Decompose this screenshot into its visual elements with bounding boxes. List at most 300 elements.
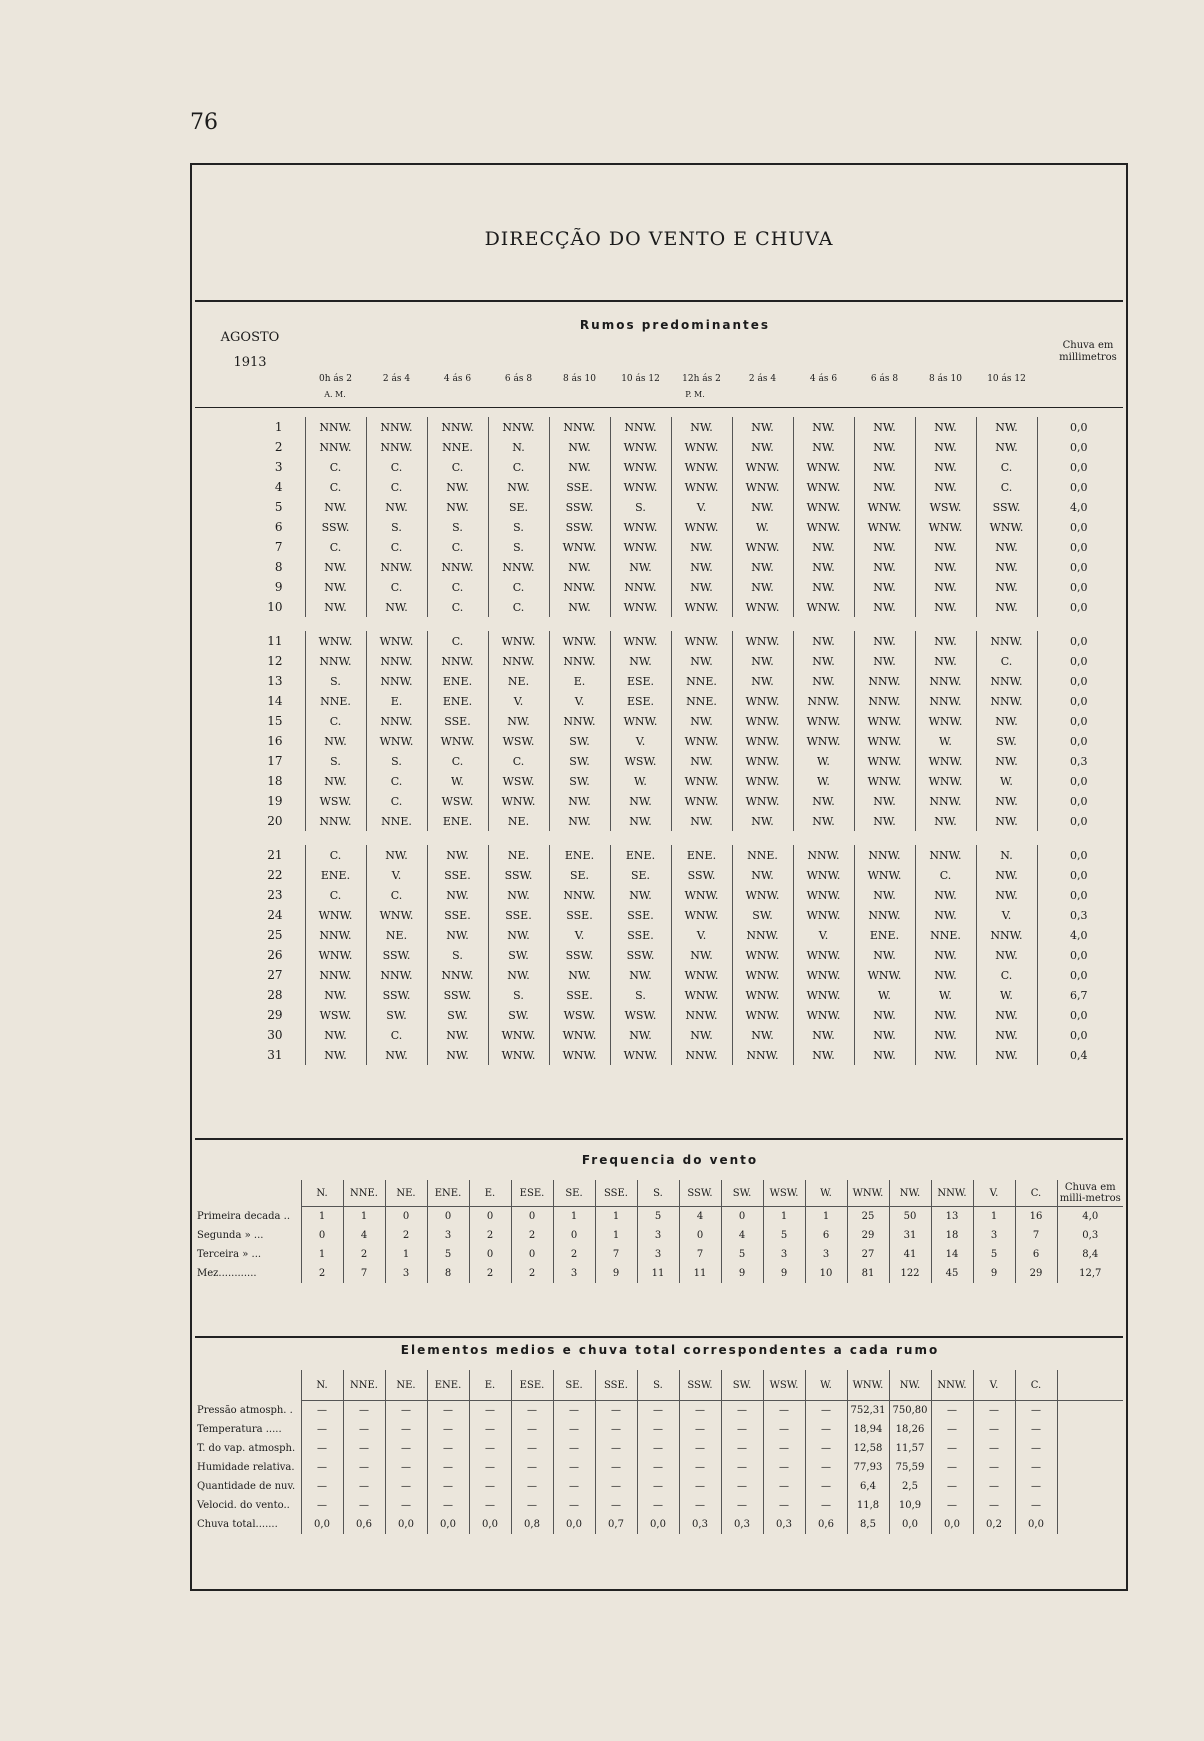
- wind-direction-cell: NNW.: [366, 671, 427, 691]
- group-header: Rumos predominantes: [579, 318, 771, 332]
- wind-direction-cell: WSW.: [610, 1005, 671, 1025]
- wind-direction-cell: WNW.: [854, 731, 915, 751]
- element-cell: —: [721, 1458, 763, 1477]
- wind-direction-cell: WNW.: [671, 517, 732, 537]
- frequency-cell: 10: [805, 1264, 847, 1283]
- element-cell: —: [595, 1477, 637, 1496]
- spacer-cell: [1057, 1439, 1123, 1458]
- frequency-cell: 29: [847, 1226, 889, 1245]
- time-slot-header: 0h ás 2: [319, 374, 352, 384]
- wind-direction-cell: NNW.: [366, 417, 427, 437]
- rain-cell: 4,0: [1037, 497, 1120, 517]
- day-number: 22: [267, 868, 283, 882]
- wind-direction-cell: NW.: [610, 791, 671, 811]
- wind-direction-cell: WNW.: [732, 985, 793, 1005]
- divider: [195, 1336, 1123, 1338]
- wind-direction-cell: NNW.: [854, 845, 915, 865]
- frequency-cell: 2: [301, 1264, 343, 1283]
- wind-direction-cell: NW.: [305, 557, 366, 577]
- wind-direction-cell: NW.: [671, 557, 732, 577]
- element-cell: —: [469, 1477, 511, 1496]
- wind-direction-cell: NW.: [854, 537, 915, 557]
- frequency-cell: 6: [805, 1226, 847, 1245]
- wind-direction-cell: WNW.: [610, 517, 671, 537]
- wind-direction-cell: SSE.: [549, 477, 610, 497]
- wind-direction-cell: WNW.: [793, 711, 854, 731]
- element-cell: —: [301, 1458, 343, 1477]
- time-slot-header: 2 ás 4: [382, 374, 411, 384]
- element-cell: —: [469, 1496, 511, 1515]
- wind-direction-cell: WNW.: [488, 1045, 549, 1065]
- element-cell: 6,4: [847, 1477, 889, 1496]
- wind-direction-cell: NNE.: [427, 437, 488, 457]
- wind-direction-cell: SW.: [732, 905, 793, 925]
- wind-direction-cell: NNW.: [305, 651, 366, 671]
- wind-direction-cell: SSW.: [488, 865, 549, 885]
- wind-direction-cell: NW.: [427, 497, 488, 517]
- element-cell: —: [385, 1458, 427, 1477]
- day-number: 12: [267, 654, 283, 668]
- table-row: [200, 925, 1120, 945]
- rain-cell: 0,3: [1037, 751, 1120, 771]
- table-row: [200, 597, 1120, 617]
- frequency-cell: 9: [595, 1264, 637, 1283]
- wind-direction-cell: NW.: [427, 477, 488, 497]
- wind-direction-cell: NW.: [915, 631, 976, 651]
- wind-direction-cell: C.: [427, 457, 488, 477]
- wind-direction-cell: C.: [427, 537, 488, 557]
- frequency-cell: 0: [385, 1207, 427, 1227]
- element-cell: —: [721, 1420, 763, 1439]
- wind-direction-cell: WNW.: [854, 497, 915, 517]
- element-cell: 0,0: [889, 1515, 931, 1534]
- wind-direction-cell: WSW.: [915, 497, 976, 517]
- wind-direction-cell: NW.: [366, 597, 427, 617]
- frequency-cell: 7: [595, 1245, 637, 1264]
- wind-direction-cell: N.: [488, 437, 549, 457]
- wind-direction-cell: NNW.: [854, 691, 915, 711]
- wind-direction-cell: NNW.: [549, 885, 610, 905]
- wind-direction-cell: W.: [427, 771, 488, 791]
- wind-direction-cell: WNW.: [305, 905, 366, 925]
- element-cell: —: [595, 1496, 637, 1515]
- frequency-cell: 5: [721, 1245, 763, 1264]
- wind-direction-cell: NW.: [915, 885, 976, 905]
- element-cell: —: [679, 1458, 721, 1477]
- wind-direction-cell: W.: [793, 751, 854, 771]
- element-cell: 0,6: [343, 1515, 385, 1534]
- table-row: [200, 671, 1120, 691]
- decade-gap: [200, 617, 1120, 631]
- wind-direction-cell: S.: [305, 751, 366, 771]
- wind-direction-cell: NW.: [854, 1045, 915, 1065]
- table-row: [195, 1245, 1123, 1264]
- wind-direction-cell: NW.: [732, 865, 793, 885]
- frequency-cell: 0: [427, 1207, 469, 1227]
- wind-direction-cell: NNW.: [793, 691, 854, 711]
- row-label: Chuva total.......: [197, 1519, 278, 1530]
- wind-direction-cell: WNW.: [915, 751, 976, 771]
- day-number: 26: [267, 948, 283, 962]
- wind-direction-cell: NW.: [915, 597, 976, 617]
- wind-direction-cell: NNW.: [305, 417, 366, 437]
- element-cell: —: [763, 1458, 805, 1477]
- element-cell: —: [679, 1401, 721, 1421]
- table-row: [200, 711, 1120, 731]
- wind-direction-cell: NNW.: [366, 965, 427, 985]
- element-cell: —: [553, 1458, 595, 1477]
- wind-direction-cell: NW.: [854, 597, 915, 617]
- frequency-cell: 3: [637, 1226, 679, 1245]
- column-header: NNE.: [343, 1370, 385, 1401]
- wind-direction-cell: NW.: [610, 651, 671, 671]
- element-cell: 8,5: [847, 1515, 889, 1534]
- frequency-cell: 1: [385, 1245, 427, 1264]
- wind-direction-cell: NW.: [915, 811, 976, 831]
- column-header: N.: [301, 1370, 343, 1401]
- wind-direction-cell: V.: [488, 691, 549, 711]
- wind-direction-cell: NW.: [488, 885, 549, 905]
- wind-direction-cell: NE.: [488, 671, 549, 691]
- table-row: [200, 517, 1120, 537]
- wind-direction-cell: NW.: [854, 477, 915, 497]
- day-number: 30: [267, 1028, 283, 1042]
- wind-direction-cell: C.: [488, 751, 549, 771]
- wind-direction-cell: SE.: [488, 497, 549, 517]
- day-number: 25: [267, 928, 283, 942]
- element-cell: —: [553, 1496, 595, 1515]
- wind-direction-cell: NNW.: [610, 417, 671, 437]
- rain-cell: 0,3: [1057, 1226, 1123, 1245]
- rain-cell: 0,0: [1037, 597, 1120, 617]
- wind-direction-cell: NW.: [793, 671, 854, 691]
- table-row: [200, 1005, 1120, 1025]
- wind-direction-cell: NW.: [854, 417, 915, 437]
- frequency-cell: 0: [469, 1207, 511, 1227]
- wind-direction-cell: NW.: [976, 1005, 1037, 1025]
- frequency-cell: 1: [343, 1207, 385, 1227]
- wind-direction-cell: WNW.: [793, 517, 854, 537]
- wind-direction-cell: C.: [976, 965, 1037, 985]
- table-row: [200, 751, 1120, 771]
- column-header: SW.: [721, 1370, 763, 1401]
- wind-direction-cell: SW.: [427, 1005, 488, 1025]
- frequency-cell: 41: [889, 1245, 931, 1264]
- wind-direction-cell: NNW.: [488, 557, 549, 577]
- day-number: 24: [267, 908, 283, 922]
- wind-direction-cell: WNW.: [366, 731, 427, 751]
- divider: [195, 407, 1123, 408]
- wind-direction-cell: NW.: [793, 577, 854, 597]
- wind-direction-cell: WNW.: [854, 517, 915, 537]
- wind-direction-cell: S.: [366, 517, 427, 537]
- spacer-cell: [1057, 1477, 1123, 1496]
- wind-direction-cell: NW.: [732, 811, 793, 831]
- element-cell: 18,26: [889, 1420, 931, 1439]
- wind-direction-cell: C.: [427, 631, 488, 651]
- time-slot-header: 6 ás 8: [870, 374, 899, 384]
- rain-cell: 0,0: [1037, 417, 1120, 437]
- element-cell: —: [763, 1401, 805, 1421]
- wind-direction-cell: WNW.: [610, 597, 671, 617]
- element-cell: 0,0: [637, 1515, 679, 1534]
- element-cell: —: [1015, 1496, 1057, 1515]
- wind-direction-cell: SSE.: [427, 711, 488, 731]
- element-cell: —: [637, 1420, 679, 1439]
- wind-direction-cell: SW.: [549, 731, 610, 751]
- wind-direction-cell: NW.: [427, 885, 488, 905]
- wind-direction-cell: C.: [305, 845, 366, 865]
- wind-direction-cell: NW.: [305, 1025, 366, 1045]
- wind-direction-cell: NW.: [427, 1045, 488, 1065]
- table-row: [195, 1264, 1123, 1283]
- rain-cell: 0,3: [1037, 905, 1120, 925]
- wind-direction-cell: WSW.: [488, 731, 549, 751]
- column-header: E.: [469, 1180, 511, 1207]
- row-label: Temperatura .....: [197, 1424, 282, 1435]
- wind-direction-cell: SSW.: [549, 497, 610, 517]
- element-cell: 18,94: [847, 1420, 889, 1439]
- frequency-cell: 9: [721, 1264, 763, 1283]
- element-cell: —: [637, 1477, 679, 1496]
- wind-direction-cell: SSE.: [488, 905, 549, 925]
- table-row: [200, 1025, 1120, 1045]
- column-header: W.: [805, 1370, 847, 1401]
- spacer-cell: [1057, 1496, 1123, 1515]
- wind-direction-cell: NW.: [549, 811, 610, 831]
- frequency-cell: 1: [595, 1207, 637, 1227]
- month-label: AGOSTO: [220, 330, 280, 345]
- wind-direction-cell: W.: [976, 985, 1037, 1005]
- wind-direction-cell: NW.: [854, 811, 915, 831]
- element-cell: —: [301, 1420, 343, 1439]
- element-cell: —: [721, 1496, 763, 1515]
- wind-direction-cell: NW.: [366, 845, 427, 865]
- frequency-cell: 7: [679, 1245, 721, 1264]
- element-cell: 0,3: [721, 1515, 763, 1534]
- table-row: [200, 557, 1120, 577]
- element-cell: —: [805, 1401, 847, 1421]
- element-cell: 0,0: [301, 1515, 343, 1534]
- element-cell: —: [595, 1439, 637, 1458]
- element-cell: —: [973, 1496, 1015, 1515]
- wind-direction-cell: NW.: [732, 1025, 793, 1045]
- wind-direction-cell: WNW.: [610, 711, 671, 731]
- element-cell: —: [679, 1496, 721, 1515]
- wind-direction-cell: W.: [976, 771, 1037, 791]
- elements-table: [195, 1370, 1123, 1534]
- element-cell: —: [763, 1496, 805, 1515]
- wind-direction-cell: WNW.: [732, 691, 793, 711]
- wind-direction-cell: NW.: [976, 791, 1037, 811]
- element-cell: —: [973, 1477, 1015, 1496]
- frequency-cell: 3: [805, 1245, 847, 1264]
- header-blank: [195, 1370, 301, 1401]
- wind-direction-cell: WNW.: [915, 517, 976, 537]
- wind-direction-cell: NW.: [305, 985, 366, 1005]
- column-header: C.: [1015, 1180, 1057, 1207]
- wind-direction-cell: NNW.: [427, 417, 488, 437]
- wind-direction-cell: NNW.: [366, 557, 427, 577]
- table-row: [200, 845, 1120, 865]
- rain-cell: 0,0: [1037, 845, 1120, 865]
- column-header: NNW.: [931, 1370, 973, 1401]
- wind-direction-cell: NE.: [488, 811, 549, 831]
- wind-direction-cell: WNW.: [305, 945, 366, 965]
- wind-direction-cell: WNW.: [671, 985, 732, 1005]
- wind-direction-cell: NNW.: [671, 1045, 732, 1065]
- wind-direction-cell: NW.: [976, 811, 1037, 831]
- wind-direction-cell: NW.: [976, 885, 1037, 905]
- frequency-title: Frequencia do vento: [581, 1153, 759, 1167]
- wind-direction-cell: NW.: [854, 791, 915, 811]
- frequency-cell: 11: [637, 1264, 679, 1283]
- time-slot-header: 10 ás 12: [621, 374, 660, 384]
- column-header: NE.: [385, 1180, 427, 1207]
- wind-direction-cell: S.: [427, 517, 488, 537]
- wind-direction-cell: WNW.: [732, 1005, 793, 1025]
- frequency-cell: 31: [889, 1226, 931, 1245]
- column-header: ESE.: [511, 1370, 553, 1401]
- wind-direction-cell: SSE.: [549, 985, 610, 1005]
- element-cell: —: [931, 1496, 973, 1515]
- wind-direction-cell: WNW.: [366, 905, 427, 925]
- element-cell: —: [469, 1420, 511, 1439]
- wind-direction-cell: SW.: [488, 945, 549, 965]
- wind-direction-cell: V.: [793, 925, 854, 945]
- rain-cell: 0,0: [1037, 517, 1120, 537]
- table-row: [200, 457, 1120, 477]
- wind-direction-cell: SSW.: [366, 945, 427, 965]
- wind-direction-cell: WNW.: [915, 771, 976, 791]
- rain-cell: 0,0: [1037, 557, 1120, 577]
- table-row: [200, 905, 1120, 925]
- wind-direction-cell: S.: [488, 985, 549, 1005]
- wind-direction-cell: N.: [976, 845, 1037, 865]
- rain-cell: 0,0: [1037, 731, 1120, 751]
- element-cell: —: [301, 1439, 343, 1458]
- wind-direction-cell: NW.: [793, 631, 854, 651]
- column-header: NNW.: [931, 1180, 973, 1207]
- element-cell: 12,58: [847, 1439, 889, 1458]
- wind-direction-cell: WNW.: [793, 965, 854, 985]
- day-number: 14: [267, 694, 283, 708]
- wind-direction-cell: SSE.: [549, 905, 610, 925]
- wind-direction-cell: NW.: [915, 417, 976, 437]
- time-slot-header: 4 ás 6: [809, 374, 838, 384]
- rain-cell: 0,0: [1037, 811, 1120, 831]
- element-cell: —: [301, 1477, 343, 1496]
- table-row: [200, 791, 1120, 811]
- wind-direction-cell: NNW.: [793, 845, 854, 865]
- element-cell: —: [721, 1477, 763, 1496]
- wind-direction-cell: NW.: [732, 417, 793, 437]
- element-cell: —: [427, 1401, 469, 1421]
- wind-direction-cell: WNW.: [793, 865, 854, 885]
- wind-direction-cell: WNW.: [671, 885, 732, 905]
- element-cell: —: [805, 1458, 847, 1477]
- wind-direction-cell: NW.: [793, 1045, 854, 1065]
- day-number: 18: [267, 774, 283, 788]
- wind-direction-cell: S.: [427, 945, 488, 965]
- rain-cell: 0,0: [1037, 945, 1120, 965]
- element-cell: —: [301, 1401, 343, 1421]
- wind-direction-cell: C.: [976, 651, 1037, 671]
- wind-direction-cell: C.: [366, 537, 427, 557]
- wind-direction-cell: WNW.: [732, 711, 793, 731]
- day-number: 23: [267, 888, 283, 902]
- wind-direction-cell: C.: [427, 577, 488, 597]
- wind-direction-cell: SW.: [549, 751, 610, 771]
- wind-direction-cell: NNW.: [549, 577, 610, 597]
- element-cell: 2,5: [889, 1477, 931, 1496]
- wind-direction-cell: WNW.: [610, 457, 671, 477]
- wind-direction-cell: NNW.: [366, 651, 427, 671]
- column-header: SW.: [721, 1180, 763, 1207]
- wind-direction-cell: C.: [366, 885, 427, 905]
- rain-cell: 0,0: [1037, 885, 1120, 905]
- table-row: [200, 691, 1120, 711]
- wind-direction-cell: WSW.: [305, 791, 366, 811]
- column-header: S.: [637, 1370, 679, 1401]
- wind-direction-cell: NW.: [732, 497, 793, 517]
- wind-direction-cell: ENE.: [427, 691, 488, 711]
- row-label: Velocid. do vento..: [197, 1500, 290, 1511]
- wind-direction-cell: NNW.: [427, 557, 488, 577]
- wind-direction-cell: WNW.: [488, 791, 549, 811]
- element-cell: —: [553, 1420, 595, 1439]
- wind-direction-cell: WNW.: [732, 457, 793, 477]
- wind-direction-cell: WNW.: [854, 865, 915, 885]
- element-cell: 0,7: [595, 1515, 637, 1534]
- element-cell: —: [763, 1420, 805, 1439]
- wind-direction-cell: WNW.: [549, 1025, 610, 1045]
- wind-direction-cell: ENE.: [305, 865, 366, 885]
- wind-direction-cell: WNW.: [854, 711, 915, 731]
- element-cell: —: [385, 1420, 427, 1439]
- element-cell: —: [595, 1401, 637, 1421]
- rain-cell: 0,4: [1037, 1045, 1120, 1065]
- wind-direction-cell: NW.: [793, 791, 854, 811]
- wind-direction-cell: SW.: [488, 1005, 549, 1025]
- wind-direction-cell: E.: [549, 671, 610, 691]
- wind-direction-cell: NW.: [854, 631, 915, 651]
- table-row: [195, 1226, 1123, 1245]
- wind-direction-cell: WSW.: [488, 771, 549, 791]
- rain-cell: 0,0: [1037, 437, 1120, 457]
- wind-direction-cell: WNW.: [732, 477, 793, 497]
- wind-direction-cell: NNW.: [427, 651, 488, 671]
- frequency-cell: 1: [301, 1207, 343, 1227]
- wind-direction-cell: C.: [305, 457, 366, 477]
- wind-direction-cell: NNW.: [732, 925, 793, 945]
- day-number: 3: [274, 460, 283, 474]
- frequency-cell: 81: [847, 1264, 889, 1283]
- table-row: [200, 1045, 1120, 1065]
- frequency-cell: 0: [469, 1245, 511, 1264]
- wind-direction-cell: NW.: [854, 437, 915, 457]
- wind-direction-cell: WSW.: [427, 791, 488, 811]
- element-cell: —: [1015, 1477, 1057, 1496]
- rain-header: Chuva em milli-metros: [1057, 1180, 1123, 1207]
- wind-direction-cell: WNW.: [610, 631, 671, 651]
- wind-direction-cell: NNE.: [305, 691, 366, 711]
- wind-direction-cell: W.: [793, 771, 854, 791]
- table-row: [195, 1496, 1123, 1515]
- frequency-cell: 1: [595, 1226, 637, 1245]
- rain-cell: 0,0: [1037, 457, 1120, 477]
- wind-direction-cell: ESE.: [610, 691, 671, 711]
